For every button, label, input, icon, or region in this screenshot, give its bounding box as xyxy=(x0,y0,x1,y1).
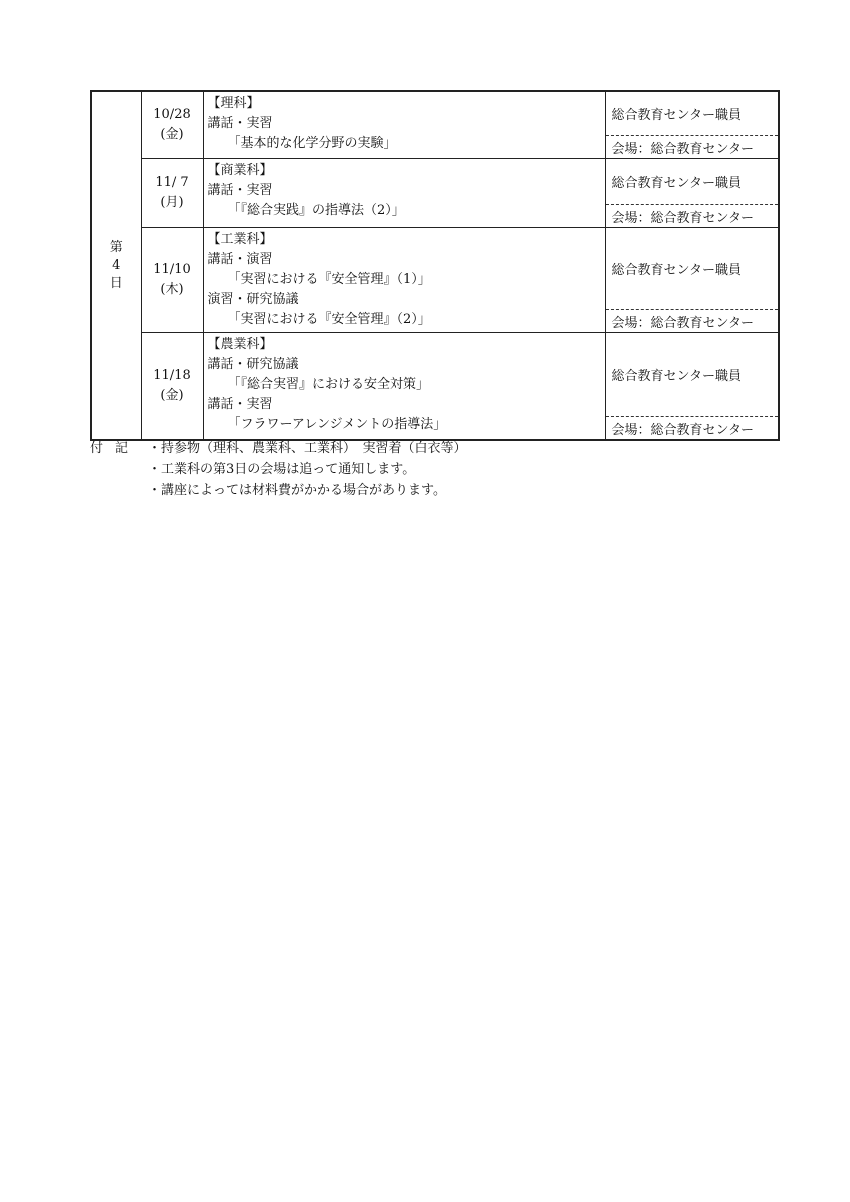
session-weekday: (木) xyxy=(160,282,184,297)
session-row xyxy=(91,91,779,159)
session-topic: 「実習における『安全管理』（1）」 xyxy=(227,272,431,287)
session-instructor: 総合教育センター職員 xyxy=(611,176,741,191)
day-label-cell xyxy=(91,91,141,440)
session-date: 10/28 xyxy=(153,107,191,122)
session-row xyxy=(91,333,779,441)
session-topic: 「基本的な化学分野の実験」 xyxy=(227,136,397,151)
session-format: 演習・研究協議 xyxy=(207,292,299,307)
session-info-box xyxy=(606,92,779,158)
notes-label: 付記 xyxy=(90,441,141,456)
day-label-char: 4 xyxy=(112,257,121,273)
session-format: 講話・研究協議 xyxy=(207,357,299,372)
session-venue: 会場：総合教育センター xyxy=(606,416,779,439)
session-content-cell xyxy=(203,91,605,159)
session-format: 講話・実習 xyxy=(207,116,273,131)
session-subject: 【理科】 xyxy=(207,96,260,111)
session-topic: 「『総合実習』における安全対策」 xyxy=(227,377,430,392)
session-date-cell xyxy=(141,159,203,228)
session-subject: 【工業科】 xyxy=(207,232,273,247)
schedule-table xyxy=(90,90,780,441)
session-info-cell xyxy=(605,333,779,441)
session-instructor: 総合教育センター職員 xyxy=(611,263,741,278)
session-subject: 【商業科】 xyxy=(207,163,273,178)
session-format: 講話・演習 xyxy=(207,252,273,267)
session-venue: 会場：総合教育センター xyxy=(606,135,779,158)
session-date-cell xyxy=(141,333,203,441)
session-date-cell xyxy=(141,91,203,159)
session-content-cell xyxy=(203,333,605,441)
session-info-cell xyxy=(605,159,779,228)
session-info-cell xyxy=(605,91,779,159)
session-info-box xyxy=(606,228,779,332)
session-info-box xyxy=(606,333,779,439)
notes-row xyxy=(90,438,467,501)
day-label-char: 第 xyxy=(109,239,123,255)
session-weekday: (金) xyxy=(160,388,184,403)
session-weekday: (金) xyxy=(160,127,184,142)
session-format: 講話・実習 xyxy=(207,397,273,412)
session-date-cell xyxy=(141,228,203,333)
session-info-box xyxy=(606,159,779,227)
session-format: 講話・実習 xyxy=(207,183,273,198)
session-topic: 「実習における『安全管理』（2）」 xyxy=(227,312,431,327)
session-content-cell xyxy=(203,159,605,228)
session-instructor: 総合教育センター職員 xyxy=(611,369,741,384)
session-content-cell xyxy=(203,228,605,333)
schedule-body xyxy=(91,91,779,440)
note-item: ・講座によっては材料費がかかる場合があります。 xyxy=(148,483,446,498)
note-item: ・持参物（理科、農業科、工業科） 実習着（白衣等） xyxy=(148,441,467,456)
session-subject: 【農業科】 xyxy=(207,337,273,352)
notes-items xyxy=(148,438,467,501)
day-label-char: 日 xyxy=(109,275,123,291)
session-venue: 会場：総合教育センター xyxy=(606,204,779,227)
notes-section xyxy=(90,438,467,501)
note-item: ・工業科の第3日の会場は追って通知します。 xyxy=(148,462,416,477)
session-row xyxy=(91,159,779,228)
session-date: 11/ 7 xyxy=(155,175,189,190)
session-date: 11/10 xyxy=(153,262,191,277)
session-info-cell xyxy=(605,228,779,333)
session-date: 11/18 xyxy=(153,368,191,383)
session-weekday: (月) xyxy=(160,195,184,210)
session-topic: 「フラワーアレンジメントの指導法」 xyxy=(227,417,447,432)
session-row xyxy=(91,228,779,333)
session-venue: 会場：総合教育センター xyxy=(606,309,779,332)
session-topic: 「『総合実践』の指導法（2）」 xyxy=(227,203,405,218)
session-instructor: 総合教育センター職員 xyxy=(611,108,741,123)
